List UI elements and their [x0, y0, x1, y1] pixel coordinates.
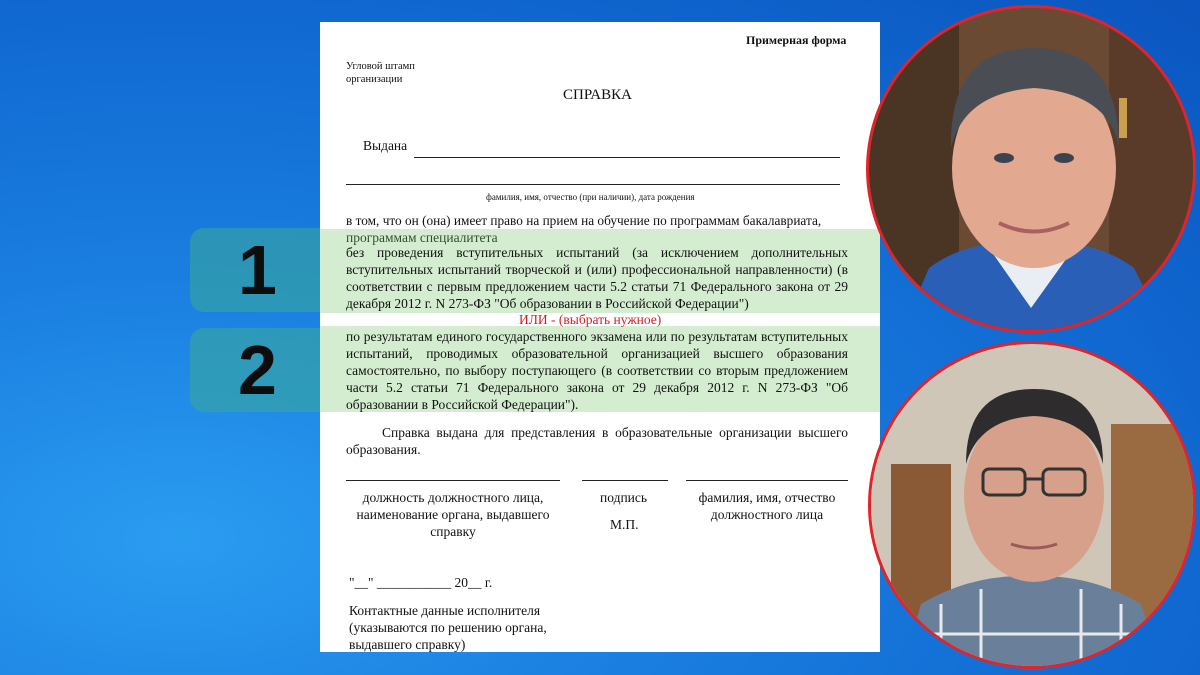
- issued-to-label: Выдана: [363, 138, 408, 153]
- date-line: "__" ___________ 20__ г.: [349, 575, 493, 590]
- portrait-photo-2: [868, 341, 1196, 669]
- contacts-label-1: Контактные данные исполнителя: [349, 603, 541, 618]
- or-choice-label: ИЛИ - (выбрать нужное): [519, 312, 662, 327]
- sig-line-1: [346, 480, 560, 481]
- corner-stamp-label: Угловой штамп: [346, 61, 415, 72]
- fio-line: [346, 184, 840, 185]
- option-badge-2: 2: [190, 328, 325, 412]
- sample-form-label: Примерная форма: [746, 33, 847, 47]
- portrait-1-image: [869, 8, 1193, 330]
- official-name-label: фамилия, имя, отчество должностного лица: [698, 490, 836, 522]
- contacts-label-2: (указываются по решению органа,: [349, 620, 547, 635]
- signature-position-label: должность должностного лица, наименование органа, выдавшего справку: [356, 490, 550, 539]
- purpose-text: Справка выдана для представления в образовательные организации высшего образования.: [346, 425, 848, 457]
- document-title: СПРАВКА: [563, 87, 632, 103]
- issued-to-line: [414, 157, 840, 158]
- contacts-label-3: выдавшего справку): [349, 637, 466, 652]
- intro-line-1: в том, что он (она) имеет право на прием на обучение по программам бакалавриата,: [346, 213, 822, 228]
- sig-line-2: [582, 480, 668, 481]
- seal-label: М.П.: [610, 517, 639, 532]
- portrait-2-image: [871, 344, 1193, 666]
- option-badge-1: 1: [190, 228, 325, 312]
- document-sheet: [320, 22, 880, 652]
- option-2-text: по результатам единого государственного экзамена или по результатам вступительных испытаний, проводимых образовательной организацией высшего образования самостоятельно, по выбору поступающего (в соответствии со вторым предложением части 5.2 статьи 71 Федерального закона от 29 декабря 2012 г. N 273-ФЗ "Об образовании в Российской Федерации").: [346, 329, 848, 412]
- option-1-text: без проведения вступительных испытаний (за исключением дополнительных вступительных испытаний творческой и (или) профессиональной направленности) (в соответствии с первым предложением части 5.2 статьи 71 Федерального закона от 29 декабря 2012 г. N 273-ФЗ "Об образовании в Российской Федерации"): [346, 245, 848, 311]
- signature-label: подпись: [600, 490, 648, 505]
- sig-line-3: [686, 480, 848, 481]
- corner-stamp-label-2: организации: [346, 74, 403, 85]
- portrait-photo-1: [866, 5, 1196, 333]
- intro-line-2: программам специалитета: [346, 230, 498, 245]
- fio-hint: фамилия, имя, отчество (при наличии), дата рождения: [486, 192, 695, 202]
